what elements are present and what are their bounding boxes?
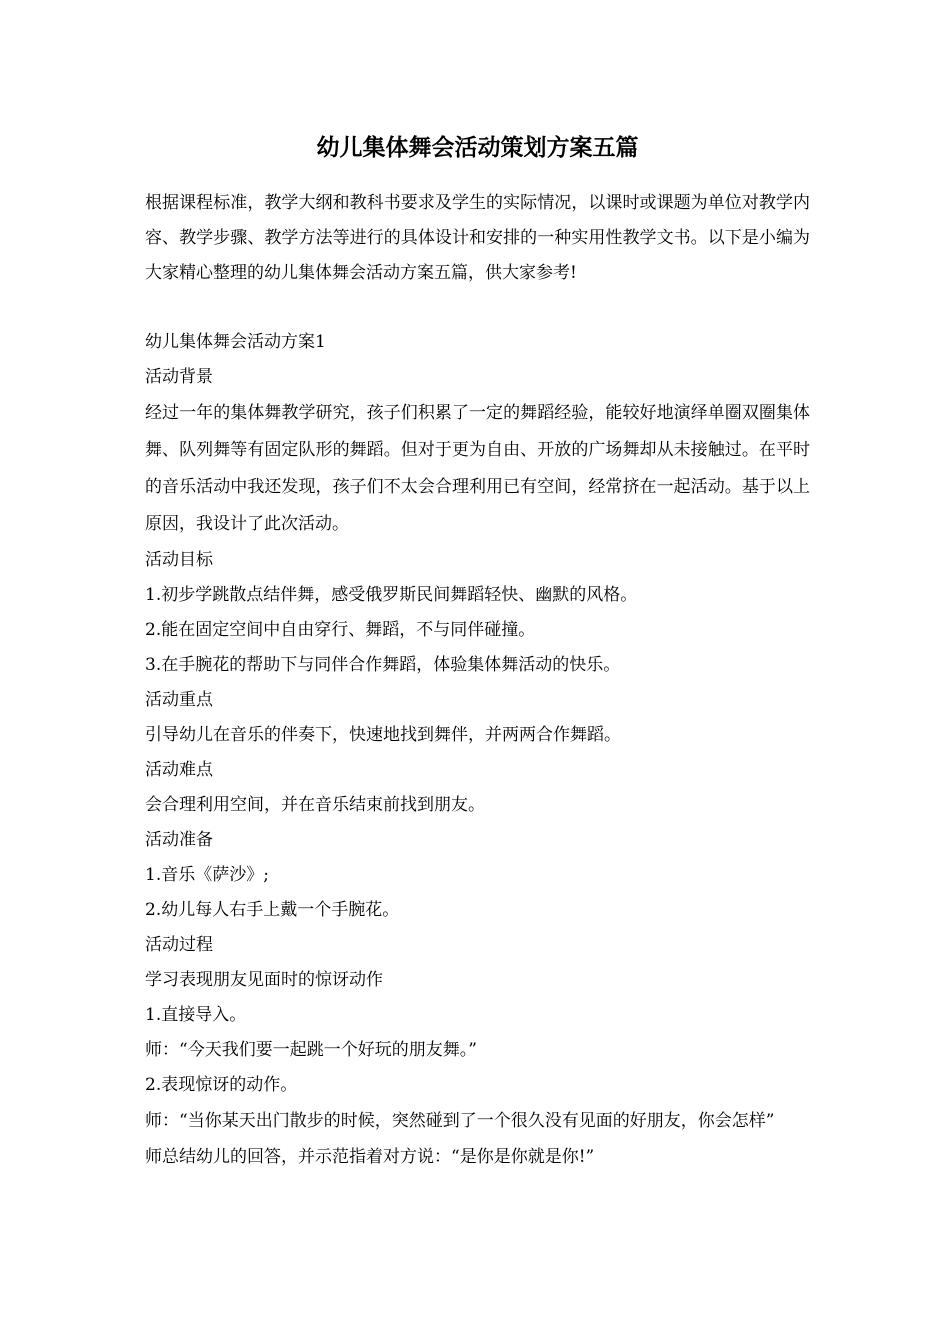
goal-item: 1.初步学跳散点结伴舞，感受俄罗斯民间舞蹈轻快、幽默的风格。 [145,585,638,605]
focus-text: 引导幼儿在音乐的伴奏下，快速地找到舞伴，并两两合作舞蹈。 [145,725,621,745]
section-spacer [145,291,810,325]
goal-item: 2.能在固定空间中自由穿行、舞蹈，不与同伴碰撞。 [145,620,536,640]
process-step: 2.表现惊讶的动作。 [145,1075,298,1095]
subheading-background: 活动背景 [145,367,213,387]
document-body [145,325,810,1175]
teacher-quote: 师：“今天我们要一起跳一个好玩的朋友舞。” [145,1040,477,1060]
process-text: 学习表现朋友见面时的惊讶动作 [145,970,383,990]
preparation-item: 1.音乐《萨沙》; [145,865,269,885]
section-heading: 幼儿集体舞会活动方案1 [145,332,326,352]
background-paragraph: 经过一年的集体舞教学研究，孩子们积累了一定的舞蹈经验，能较好地演绎单圈双圈集体舞、队列舞等有固定队形的舞蹈。但对于更为自由、开放的广场舞却从未接触过。在平时的音乐活动中我还发现，孩子们不太会合理利用已有空间，经常挤在一起活动。基于以上原因，我设计了此次活动。 [145,403,810,534]
subheading-goals: 活动目标 [145,550,213,570]
intro-paragraph: 根据课程标准，教学大纲和教科书要求及学生的实际情况，以课时或课题为单位对教学内容、教学步骤、教学方法等进行的具体设计和安排的一种实用性教学文书。以下是小编为大家精心整理的幼儿集体舞会活动方案五篇，供大家参考! [145,193,810,283]
goal-item: 3.在手腕花的帮助下与同伴合作舞蹈，体验集体舞活动的快乐。 [145,655,621,675]
subheading-preparation: 活动准备 [145,830,213,850]
difficulty-text: 会合理利用空间，并在音乐结束前找到朋友。 [145,795,485,815]
process-text: 师总结幼儿的回答，并示范指着对方说：“是你是你就是你!” [145,1147,595,1167]
process-step: 1.直接导入。 [145,1005,247,1025]
document-page [145,132,810,1175]
subheading-difficulty: 活动难点 [145,760,213,780]
document-title: 幼儿集体舞会活动策划方案五篇 [316,134,639,161]
preparation-item: 2.幼儿每人右手上戴一个手腕花。 [145,900,400,920]
teacher-quote: 师：“当你某天出门散步的时候，突然碰到了一个很久没有见面的好朋友，你会怎样” [145,1111,775,1131]
subheading-focus: 活动重点 [145,690,213,710]
subheading-process: 活动过程 [145,935,213,955]
